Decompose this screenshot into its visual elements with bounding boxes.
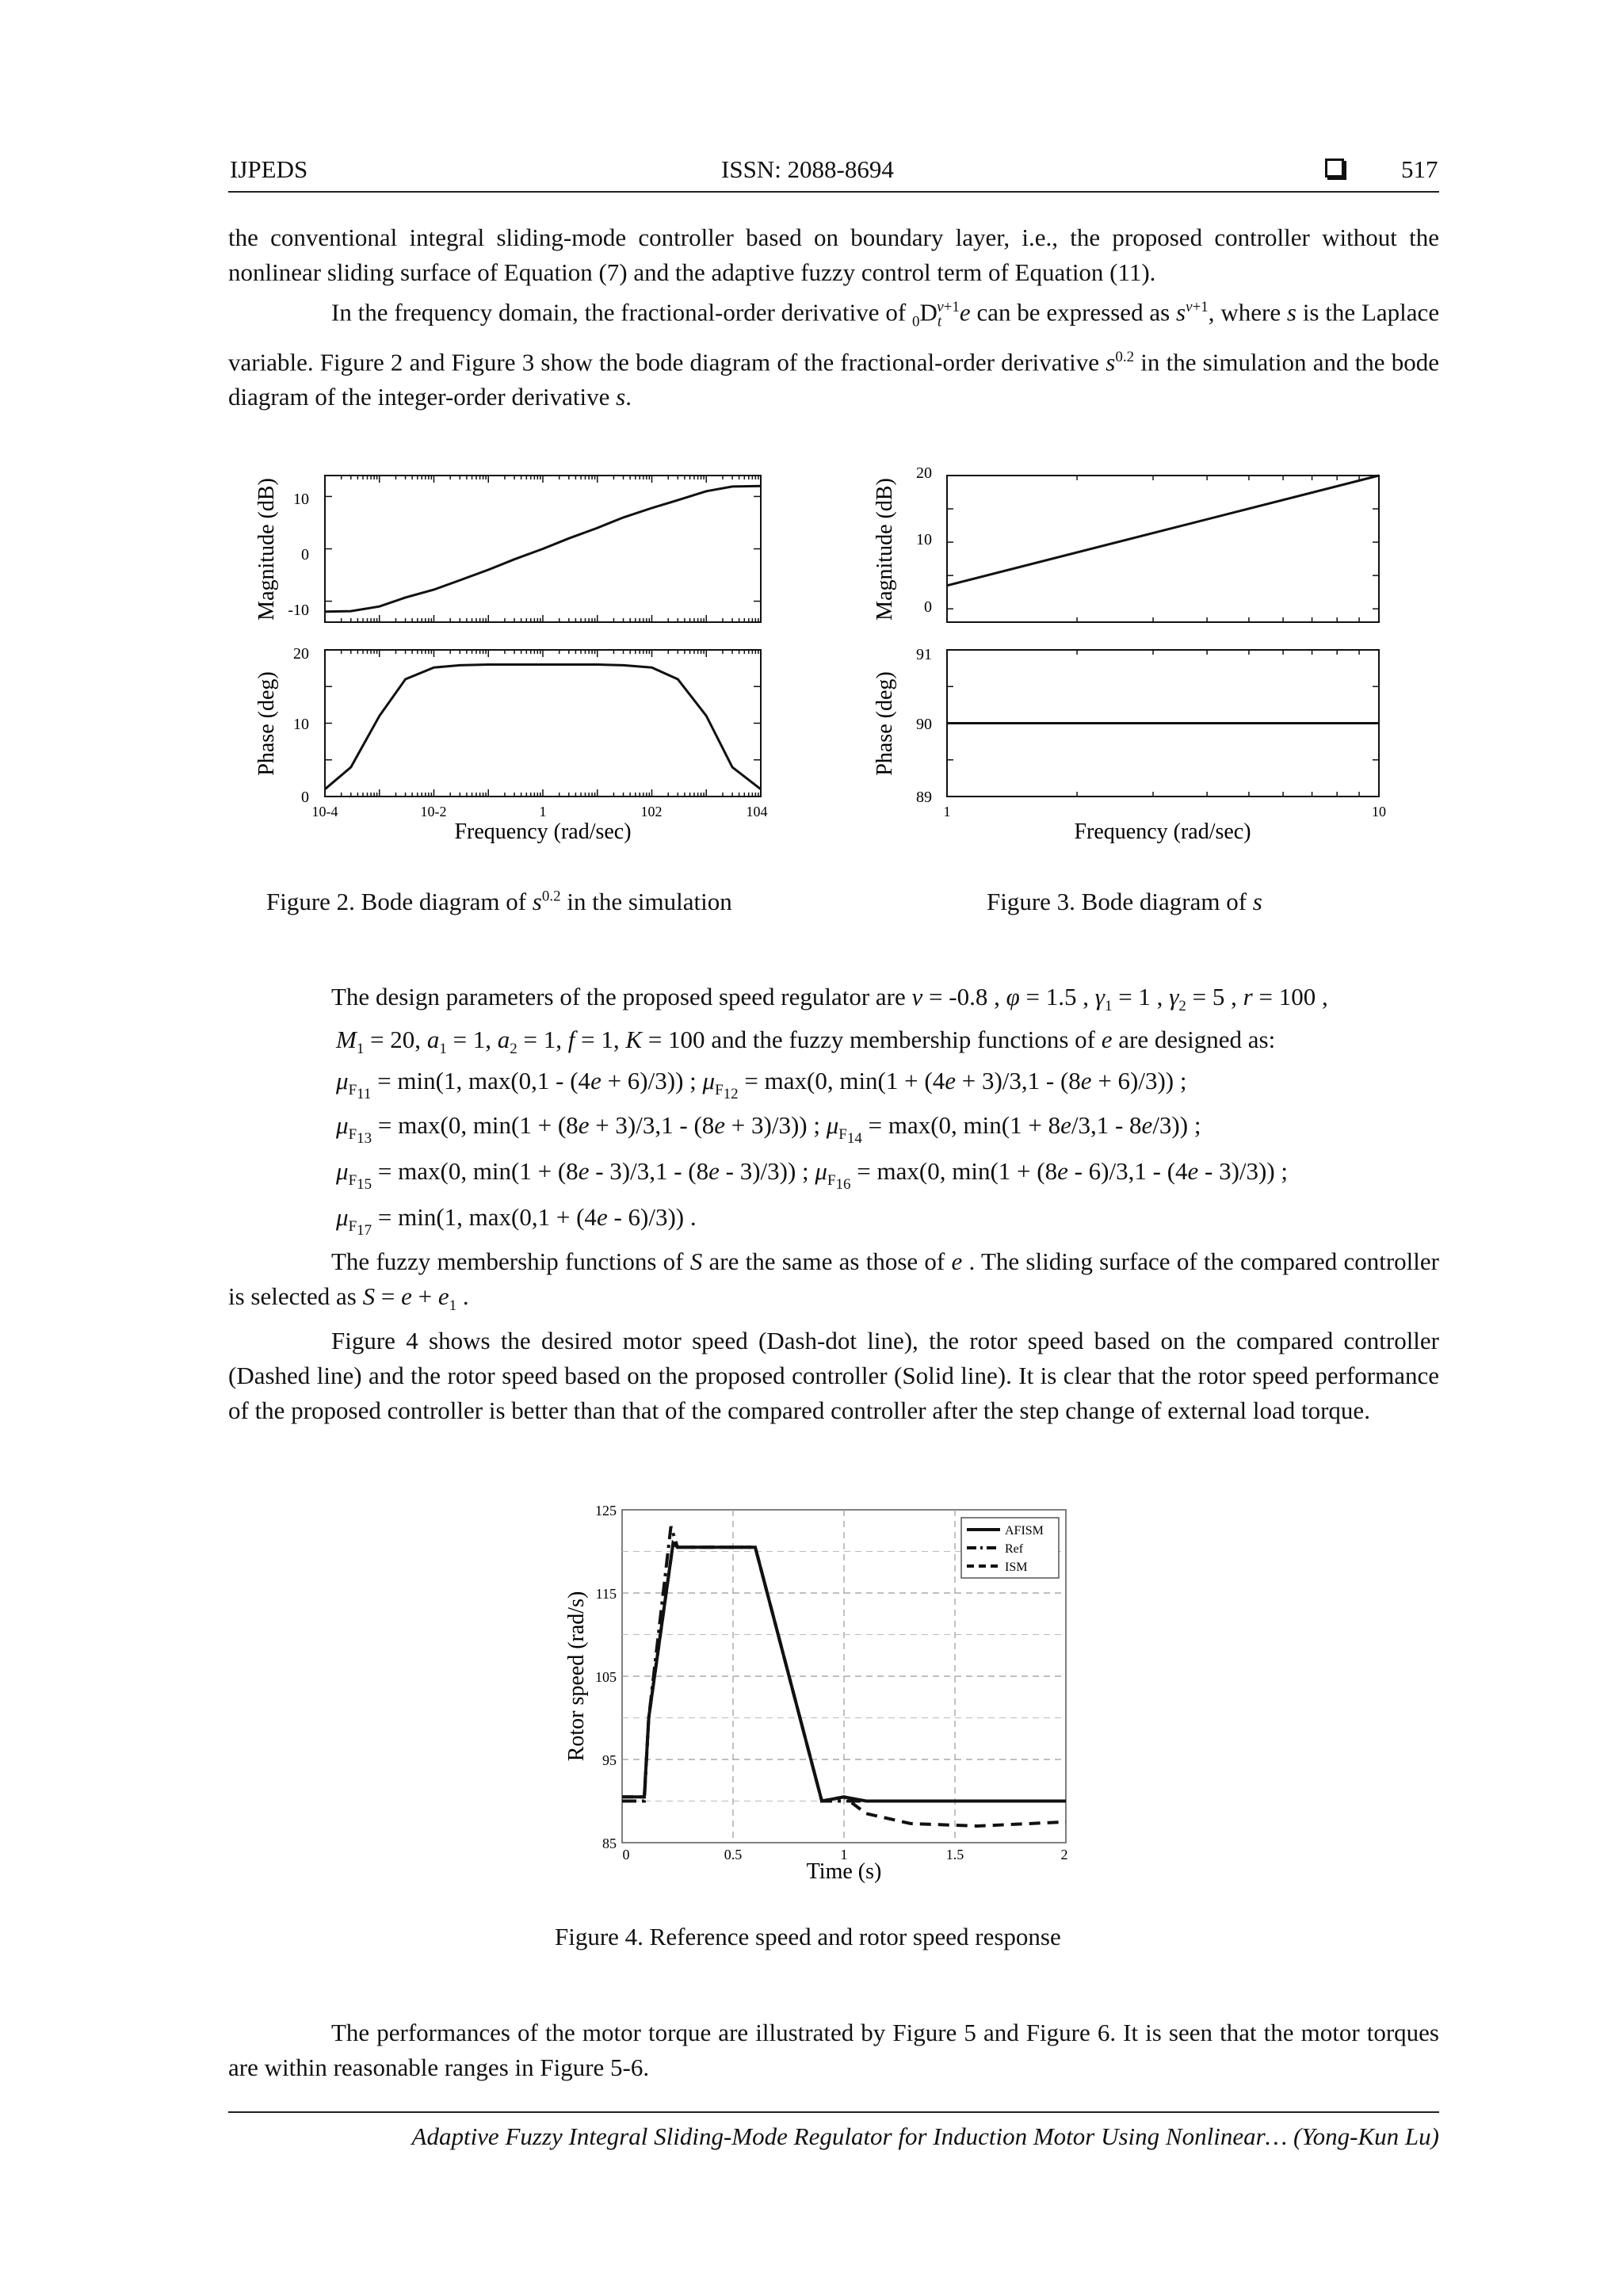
fig4-legend <box>961 1518 1059 1578</box>
paragraph-3: The design parameters of the proposed speed regulator are v = -0.8 , φ = 1.5 , $\gamma_1 = 1$ , $\gamma_2 = 5$ , r = 100 , <box>331 983 1328 1015</box>
paragraph-4: The fuzzy membership functions of S are the same as those of e . The sliding surface of the compared controller is selected as $S = e + e_1$ . <box>228 1247 1439 1315</box>
fig2-mag-tick-m10: -10 <box>288 602 309 619</box>
fig2-x-tick-5: 104 <box>746 804 768 819</box>
membership-equation-2: $\mu_{F_{13}} = \max(0$, min(1 + (8e + 3)/3,1 - (8e + 3)/3)) ; $\mu_{F_{14}} = \max(0$, min(1 + 8e/3,1 - 8e/3)) ; <box>336 1111 1201 1147</box>
membership-equation-3: $\mu_{F_{15}} = \max(0$, min(1 + (8e - 3)/3,1 - (8e - 3)/3)) ; $\mu_{F_{16}} = \max(0$, min(1 + (8e - 6)/3,1 - (4e - 3)/3)) ; <box>336 1157 1289 1193</box>
footer-running-title: Adaptive Fuzzy Integral Sliding-Mode Regulator for Induction Motor Using Nonlinear… (Yong-Kun Lu) <box>411 2122 1439 2150</box>
fig2-phase-curve <box>325 665 761 789</box>
fig2-xlabel: Frequency (rad/sec) <box>454 819 632 844</box>
figure-2-caption: Figure 2. Bode diagram of $s^{0.2}$ in the simulation <box>266 888 732 915</box>
footer-rule <box>228 2111 1439 2113</box>
fig3-x-tick-1: 1 <box>943 804 951 819</box>
membership-equation-1: $\mu_{F_{11}} = \min(1$, max(0,1 - (4e + 6)/3)) ; $\mu_{F_{12}} = \max(0$, min(1 + (4e + 3)/3,1 - (8e + 6)/3)) ; <box>336 1067 1187 1102</box>
fig3-mag-tick-10: 10 <box>916 531 932 548</box>
issn: ISSN: 2088-8694 <box>721 155 894 183</box>
paragraph-3-line-2: $M_1 = 20$, $a_1 = 1$, $a_2 = 1$, f = 1, K = 100 and the fuzzy membership functions of e are designed as: <box>336 1026 1276 1058</box>
fig2-phase-tick-10: 10 <box>293 716 309 733</box>
fig2-x-tick-3: 1 <box>539 804 547 819</box>
fig4-y-tick-95: 95 <box>602 1752 617 1768</box>
fig3-mag-tick-0: 0 <box>924 598 932 616</box>
figure-4-caption: Figure 4. Reference speed and rotor speed response <box>555 1923 1061 1950</box>
fig2-phase-frame <box>325 650 761 797</box>
fig3-phase-tick-91: 91 <box>916 646 932 663</box>
membership-equation-4: $\mu_{F_{17}} = \min(1$, max(0,1 + (4e - 6)/3)) . <box>336 1203 697 1239</box>
figure-4-rotor-speed <box>555 1490 1078 1886</box>
fig3-xlabel: Frequency (rad/sec) <box>1074 819 1251 844</box>
header-rule <box>228 191 1439 193</box>
fig4-legend-ref: Ref <box>1005 1542 1024 1556</box>
square-bullet-icon <box>1325 159 1344 178</box>
fig3-magnitude-line <box>947 476 1379 586</box>
fig3-mag-frame <box>947 476 1379 622</box>
page-number: 517 <box>1401 155 1438 183</box>
fig2-x-tick-1: 10-4 <box>311 804 338 819</box>
fig4-series-ism <box>622 1543 1066 1826</box>
journal-name: IJPEDS <box>230 155 308 183</box>
fig3-mag-tick-20: 20 <box>916 464 932 482</box>
fig2-x-tick-4: 102 <box>640 804 663 819</box>
fig4-x-tick-2: 2 <box>1060 1847 1068 1862</box>
figure-3-bode-s <box>856 456 1411 852</box>
fig4-xlabel: Time (s) <box>806 1859 882 1884</box>
fig4-legend-ism: ISM <box>1005 1561 1028 1574</box>
fig4-x-tick-05: 0.5 <box>724 1847 743 1862</box>
paragraph-6: The performances of the motor torque are illustrated by Figure 5 and Figure 6. It is seen that the motor torques are within reasonable ranges in Figure 5-6. <box>228 2019 1439 2081</box>
paragraph-5: Figure 4 shows the desired motor speed (Dash-dot line), the rotor speed based on the compared controller (Dashed line) and the rotor speed based on the proposed controller (Solid line). It is clear that the rotor speed performance of the proposed controller is better than that of the compared controller after the step change of external load torque. <box>228 1327 1439 1424</box>
fig2-mag-ylabel: Magnitude (dB) <box>254 478 279 621</box>
fig4-x-tick-1: 1 <box>840 1847 848 1862</box>
paragraph-2: In the frequency domain, the fractional-order derivative of $_0D_t^{v+1}e$ can be expressed as $s^{v+1}$, where s is the Laplace variable. Figure 2 and Figure 3 show the bode diagram of the fractional-order derivative $s^{0.2}$ in the simulation and the bode diagram of the integer-order derivative s. <box>228 298 1440 411</box>
figure-3-caption: Figure 3. Bode diagram of s <box>987 888 1262 915</box>
fig2-phase-tick-0: 0 <box>301 789 309 806</box>
paragraph-1: the conventional integral sliding-mode controller based on boundary layer, i.e., the proposed controller without the nonlinear sliding surface of Equation (7) and the adaptive fuzzy control term of Equation (11). <box>228 223 1439 286</box>
fig4-y-tick-125: 125 <box>595 1503 617 1519</box>
fig2-phase-tick-20: 20 <box>293 645 309 663</box>
fig3-x-tick-10: 10 <box>1372 804 1386 819</box>
fig4-y-tick-85: 85 <box>602 1836 617 1851</box>
fig3-phase-tick-90: 90 <box>916 716 932 733</box>
fig4-legend-afism: AFISM <box>1005 1524 1044 1538</box>
fig4-x-tick-15: 1.5 <box>945 1847 964 1862</box>
fig2-mag-tick-0: 0 <box>301 546 309 563</box>
fig3-phase-tick-89: 89 <box>916 789 932 806</box>
fig2-magnitude-curve <box>325 486 761 612</box>
figure-2-bode-s02 <box>238 456 792 852</box>
fig2-phase-ylabel: Phase (deg) <box>254 671 279 776</box>
fig3-phase-ylabel: Phase (deg) <box>873 671 897 776</box>
fig4-y-tick-105: 105 <box>595 1669 617 1685</box>
fig4-y-tick-115: 115 <box>595 1586 617 1602</box>
fig4-x-tick-0: 0 <box>622 1847 630 1862</box>
fig2-mag-tick-10: 10 <box>293 491 309 508</box>
fig3-mag-ylabel: Magnitude (dB) <box>873 478 897 621</box>
fig2-x-tick-2: 10-2 <box>420 804 447 819</box>
fig4-ylabel: Rotor speed (rad/s) <box>564 1591 589 1762</box>
